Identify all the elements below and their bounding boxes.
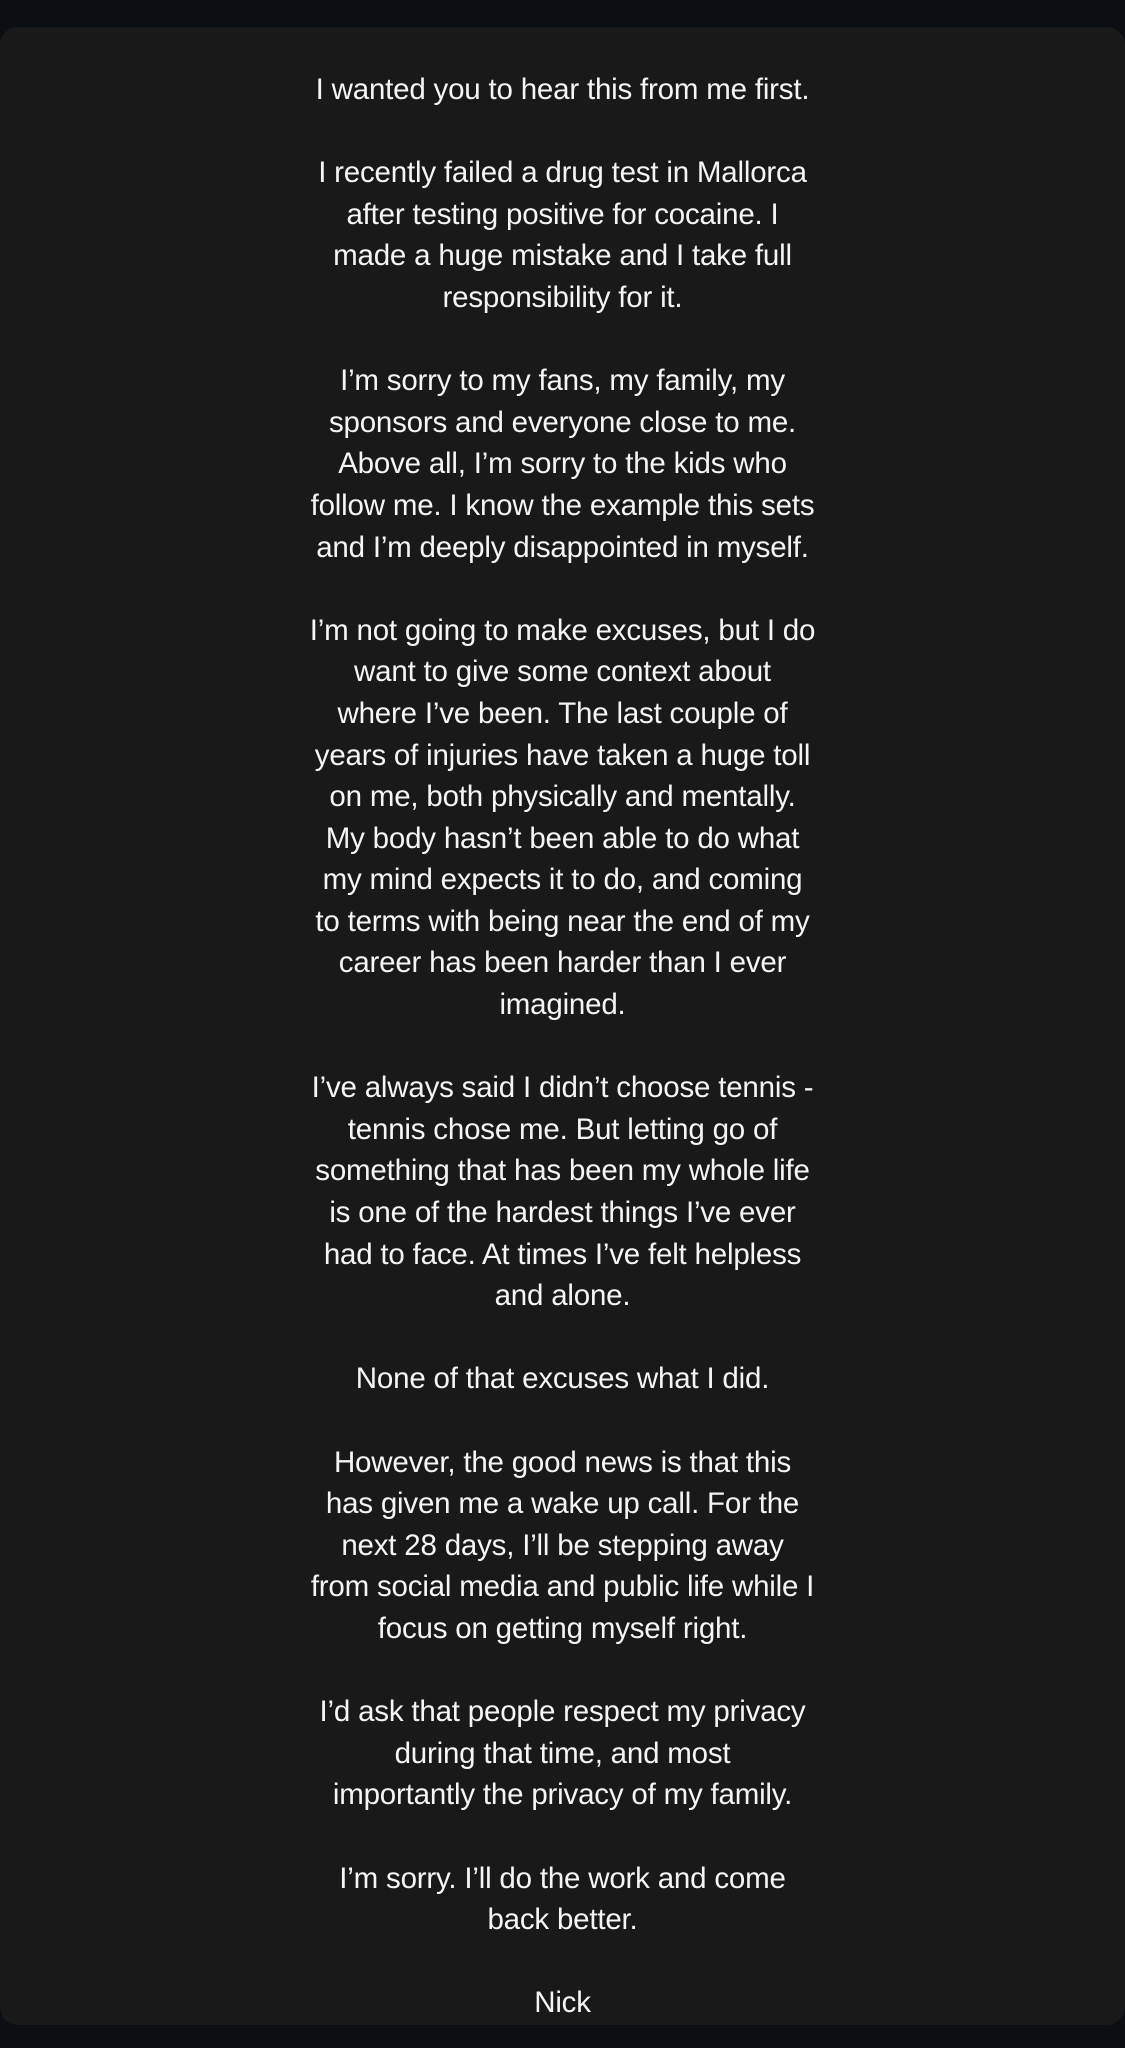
text-line: I’d ask that people respect my privacy <box>319 1695 806 1729</box>
text-line: years of injuries have taken a huge toll <box>314 738 811 772</box>
text-line: after testing positive for cocaine. I <box>346 197 779 231</box>
text-line: want to give some context about <box>354 655 771 689</box>
text-line: Above all, I’m sorry to the kids who <box>338 447 787 481</box>
text-line: career has been harder than I ever <box>338 946 787 980</box>
text-line: imagined. <box>499 988 626 1022</box>
text-line: I wanted you to hear this from me first. <box>315 73 810 106</box>
text-line: I’m sorry to my fans, my family, my <box>340 364 785 398</box>
paragraph-closing <box>0 1858 1125 1941</box>
text-line: tennis chose me. But letting go of <box>347 1112 778 1146</box>
text-line: I’ve always said I didn’t choose tennis - <box>311 1071 814 1105</box>
text-line: and alone. <box>494 1279 631 1313</box>
paragraph-privacy <box>0 1691 1125 1816</box>
text-line: had to face. At times I’ve felt helpless <box>323 1237 802 1271</box>
signature-name: Nick <box>534 1986 591 2020</box>
text-line: next 28 days, I’ll be stepping away <box>341 1528 784 1562</box>
signature <box>0 1982 1125 2024</box>
paragraph-apology <box>0 360 1125 568</box>
text-line: made a huge mistake and I take full <box>333 239 792 273</box>
text-line: I recently failed a drug test in Mallorca <box>318 156 807 190</box>
paragraph-tennis <box>0 1067 1125 1317</box>
text-line: My body hasn’t been able to do what <box>325 821 800 855</box>
text-line: to terms with being near the end of my <box>315 904 810 938</box>
text-line: from social media and public life while I <box>310 1570 815 1604</box>
text-line: I’m not going to make excuses, but I do <box>309 613 816 647</box>
text-line: is one of the hardest things I’ve ever <box>329 1196 796 1230</box>
paragraph-no-excuse <box>0 1358 1125 1400</box>
text-line: on me, both physically and mentally. <box>329 780 796 814</box>
text-line: sponsors and everyone close to me. <box>328 405 797 439</box>
paragraph-context <box>0 610 1125 1026</box>
text-line: has given me a wake up call. For the <box>325 1487 800 1521</box>
paragraph-failed-test <box>0 152 1125 318</box>
text-line: responsibility for it. <box>442 280 683 314</box>
text-line: focus on getting myself right. <box>377 1611 748 1645</box>
text-line: importantly the privacy of my family. <box>332 1778 793 1812</box>
text-line: during that time, and most <box>394 1736 731 1770</box>
statement-text <box>0 69 1125 2024</box>
text-line: back better. <box>487 1903 638 1937</box>
text-line: I’m sorry. I’ll do the work and come <box>339 1861 786 1895</box>
paragraph-intro <box>0 69 1125 111</box>
text-line: my mind expects it to do, and coming <box>322 863 803 897</box>
text-line: where I’ve been. The last couple of <box>337 696 788 730</box>
text-line: something that has been my whole life <box>315 1154 810 1188</box>
text-line: None of that excuses what I did. <box>355 1362 770 1396</box>
paragraph-wake-up-call <box>0 1442 1125 1650</box>
story-card[interactable] <box>0 27 1125 2025</box>
text-line: and I’m deeply disappointed in myself. <box>316 530 809 564</box>
text-line: follow me. I know the example this sets <box>310 488 815 522</box>
text-line: However, the good news is that this <box>333 1445 792 1479</box>
